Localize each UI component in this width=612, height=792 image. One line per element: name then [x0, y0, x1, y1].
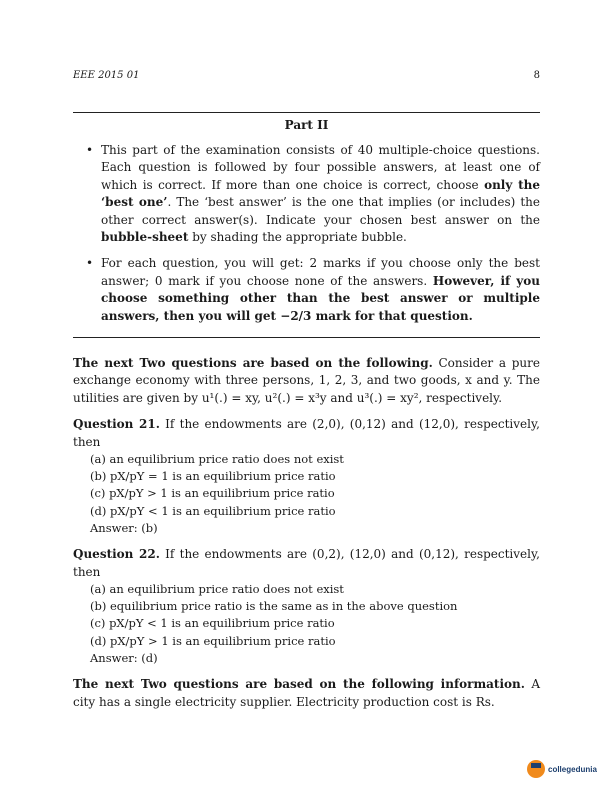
question-21: [73, 416, 540, 451]
option-b: (b) equilibrium price ratio is the same as in the above question: [90, 599, 458, 614]
logo-icon: [527, 760, 545, 778]
answer-line: Answer: (d): [90, 650, 158, 665]
question-22: [73, 546, 540, 581]
question-stem: If the endowments are (0,2), (12,0) and (0,12), respectively, then: [73, 547, 540, 579]
emphasis-text: However, if you choose something other than the best answer or multiple answers, then you will get −2/3 mark for that question.: [101, 273, 540, 323]
question-label: Question 22.: [73, 547, 160, 562]
option-d: (d) pX/pY < 1 is an equilibrium price ratio: [90, 503, 336, 518]
section-text: A city has a single electricity supplier. Electricity production cost is Rs.: [73, 677, 540, 709]
collegedunia-logo: [527, 760, 597, 778]
bullet-icon: •: [86, 256, 94, 271]
question-21-options: [90, 451, 540, 537]
emphasis-text: bubble-sheet: [101, 229, 189, 244]
section-intro: [73, 355, 540, 407]
option-c: (c) pX/pY < 1 is an equilibrium price ratio: [90, 616, 335, 631]
section-lead: The next Two questions are based on the following.: [73, 356, 433, 370]
instruction-item: [86, 255, 540, 325]
instructions-list: [86, 142, 540, 334]
instruction-item: [86, 142, 540, 246]
text-run: by shading the appropriate bubble.: [188, 229, 407, 244]
option-a: (a) an equilibrium price ratio does not exist: [90, 581, 344, 596]
emphasis-text: only the ‘best one’: [101, 177, 540, 210]
answer-line: Answer: (b): [90, 520, 158, 535]
section-text: Consider a pure exchange economy with three persons, 1, 2, 3, and two goods, x and y. The utilities are given by u¹(.) = xy, u²(.) = x³y and u³(.) = xy², respectively.: [73, 356, 540, 405]
page-number: 8: [533, 70, 540, 81]
text-run: This part of the examination consists of 40 multiple-choice questions. Each question is followed by four possible answers, at least one of which is correct. If more than one choice is correct, choose: [101, 143, 540, 192]
question-label: Question 21.: [73, 417, 160, 432]
logo-text: collegedunia: [548, 764, 597, 774]
text-run: . The ‘best answer’ is the one that implies (or includes) the other correct answer(s). Indicate your chosen best answer on the: [101, 195, 540, 227]
section-intro: [73, 676, 540, 711]
exam-code: EEE 2015 01: [73, 70, 140, 81]
questions-body: [73, 355, 540, 711]
option-d: (d) pX/pY > 1 is an equilibrium price ratio: [90, 633, 336, 648]
question-stem: If the endowments are (2,0), (0,12) and (12,0), respectively, then: [73, 417, 540, 449]
option-a: (a) an equilibrium price ratio does not exist: [90, 451, 344, 466]
part-title: Part II: [284, 118, 329, 132]
top-divider: [73, 112, 540, 113]
text-run: For each question, you will get: 2 marks if you choose only the best answer; 0 mark if you choose none of the answers.: [101, 256, 540, 288]
section-lead: The next Two questions are based on the following information.: [73, 677, 525, 692]
question-22-options: [90, 581, 540, 667]
bottom-divider: [73, 337, 540, 338]
instruction-text: [101, 255, 540, 325]
bullet-icon: •: [86, 143, 94, 157]
instruction-text: [101, 142, 540, 246]
option-c: (c) pX/pY > 1 is an equilibrium price ratio: [90, 486, 335, 501]
option-b: (b) pX/pY = 1 is an equilibrium price ratio: [90, 469, 336, 484]
